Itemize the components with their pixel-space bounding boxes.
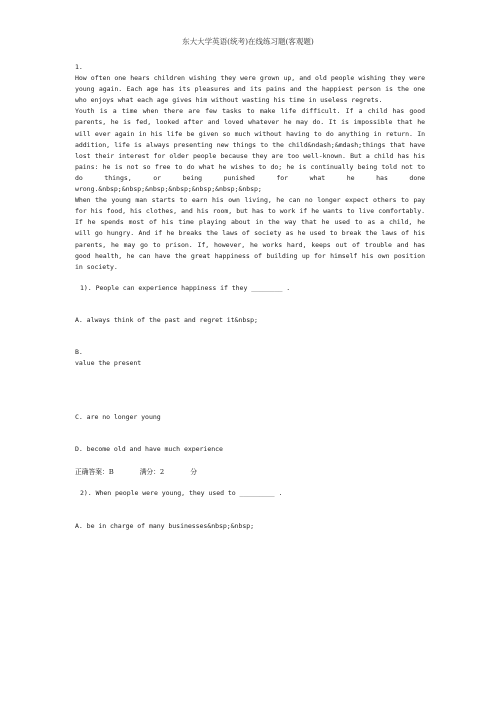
sub-question-2-stem: 2). When people were young, they used to _________ . bbox=[80, 489, 283, 498]
option-a-2[interactable]: A. be in charge of many businesses&nbsp;&nbsp; bbox=[75, 521, 255, 530]
full-score: 满分：2 bbox=[139, 468, 165, 477]
question-number: 1. bbox=[75, 63, 83, 71]
correct-answer: 正确答案：B bbox=[75, 468, 114, 477]
option-b-letter[interactable]: B. bbox=[75, 347, 83, 356]
answer-line bbox=[75, 467, 425, 478]
passage-paragraph-3: When the young man starts to earn his own living, he can no longer expect others to pay for his food, his clothes, and his room, but has to work if he wants to live comfortably. If he spends most of his time playing about in the way that he used to as a child, he will go hungry. And if he breaks the laws of society as he used to break the laws of his parents, he may go to prison. If, however, he works hard, keeps out of trouble and has good health, he can have the great happiness of building up for himself his own position in society. bbox=[75, 196, 425, 271]
option-a[interactable]: A. always think of the past and regret it&nbsp; bbox=[75, 315, 258, 324]
sub-question-1-stem: 1). People can experience happiness if they ________ . bbox=[80, 283, 291, 292]
passage-paragraph-2: Youth is a time when there are few tasks to make life difficult. If a child has good parents, he is fed, looked after and loved whatever he may do. It is impossible that he will ever again in his life be given so much without having to do anything in return. In addition, life is always presenting new things to the child&ndash;&mdash;things that have lost their interest for older people because they are too well-known. But a child has his pains: he is not so free to do what he wishes to do; he is continually being told not to do things, or being punished for what he has done wrong.&nbsp;&nbsp;&nbsp;&nbsp;&nbsp;&nbsp;&nbsp; bbox=[75, 107, 425, 194]
option-b-text[interactable]: value the present bbox=[75, 359, 142, 368]
score-unit: 分 bbox=[190, 468, 197, 477]
question-content bbox=[75, 62, 425, 532]
page-header: 东大大学英语(统考)在线练习题(客观题) bbox=[182, 37, 314, 46]
option-d[interactable]: D. become old and have much experience bbox=[75, 445, 223, 454]
passage-paragraph-1: How often one hears children wishing they were grown up, and old people wishing they were young again. Each age has its pleasures and its pains and the happiest person is the one who enjoys what each age gives him without wasting his time in useless regrets. bbox=[75, 74, 425, 105]
option-c[interactable]: C. are no longer young bbox=[75, 413, 161, 422]
